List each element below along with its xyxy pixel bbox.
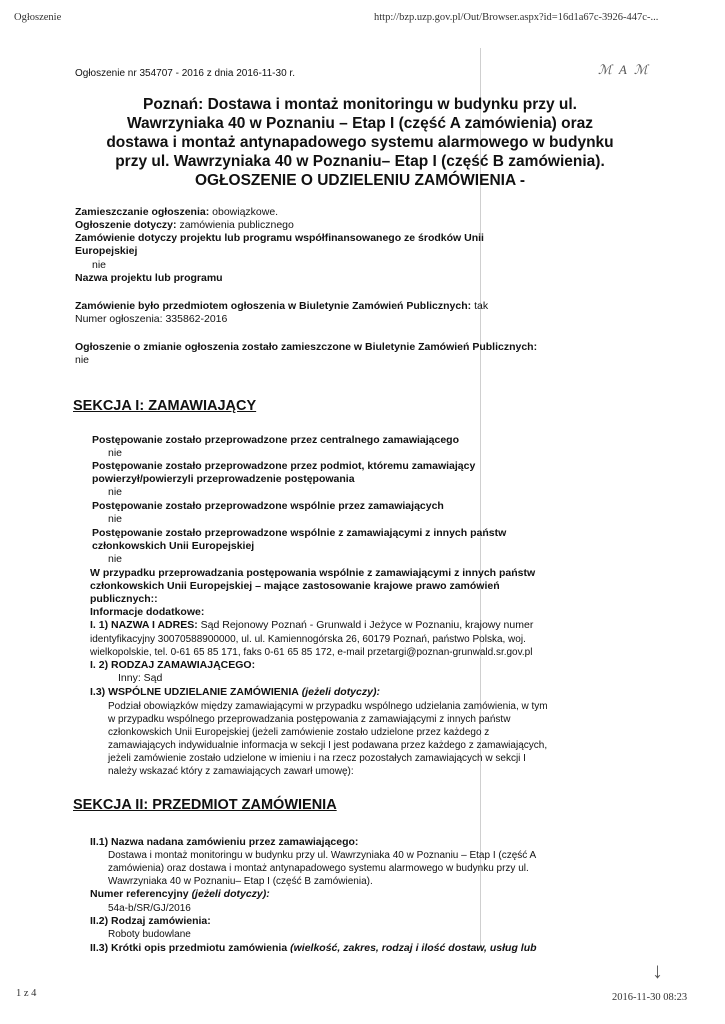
handwritten-marks: ℳ A ℳ [598, 62, 650, 77]
signature-mark: ↓ [652, 958, 663, 983]
project-name-label: Nazwa projektu lub programu [75, 272, 223, 284]
eu-joint-answer: nie [108, 553, 123, 565]
change-notice-label: Ogłoszenie o zmianie ogłoszenia zostało zamieszczone w Biuletynie Zamówień Publicznych: [75, 341, 538, 353]
contract-name-label: II.1) Nazwa nadana zamówieniu przez zamawiającego: [90, 836, 359, 848]
published-value: tak [474, 300, 489, 312]
page-counter: 1 z 4 [16, 988, 37, 999]
applicable-law-question-cont: członkowskich Unii Europejskiej – mające zastosowanie krajowe prawo zamówień [90, 580, 500, 592]
joint-award-text: jeżeli zamówienie zostało udzielone w imieniu i na rzecz pozostałych zamawiających w sekcji I [108, 753, 526, 764]
print-header-url: http://bzp.uzp.gov.pl/Out/Browser.aspx?id=16d1a67c-3926-447c-... [374, 12, 659, 23]
contract-type-label: II.2) Rodzaj zamówienia: [90, 915, 211, 927]
published-row [75, 300, 488, 314]
reference-number-row [90, 888, 270, 902]
name-address-text: Sąd Rejonowy Poznań - Grunwald i Jeżyce w Poznaniu, krajowy numer [200, 619, 534, 631]
central-buyer-answer: nie [108, 447, 123, 459]
contract-name-text: zamówienia) oraz dostawa i montaż antynapadowego systemu alarmowego w budynku przy ul. [108, 863, 529, 874]
title-line: przy ul. Wawrzyniaka 40 w Poznaniu– Etap I (część B zamówienia). [115, 153, 605, 170]
applicable-law-question: W przypadku przeprowadzania postępowania wspólnie z zamawiającymi z innych państw [90, 567, 536, 579]
joint-award-text: członkowskich Unii Europejskiej (jeżeli zamówienie zostało udzielone przez każdego z [108, 727, 490, 738]
document-title [60, 95, 660, 190]
eu-project-label-cont: Europejskiej [75, 245, 138, 257]
print-header-title: Ogłoszenie [14, 12, 62, 23]
print-timestamp: 2016-11-30 08:23 [612, 992, 688, 1003]
short-description-label: II.3) Krótki opis przedmiotu zamówienia [90, 942, 288, 954]
concerns-label: Ogłoszenie dotyczy: [75, 219, 177, 231]
placement-row [75, 206, 278, 220]
change-notice-value: nie [75, 354, 90, 366]
buyer-type-value: Inny: Sąd [118, 672, 163, 684]
contract-name-text: Dostawa i montaż monitoringu w budynku przy ul. Wawrzyniaka 40 w Poznaniu – Etap I (część A [108, 850, 537, 861]
concerns-row [75, 219, 294, 233]
placement-label: Zamieszczanie ogłoszenia: [75, 206, 210, 218]
joint-award-text: w przypadku wspólnego przeprowadzania postępowania z zamawiającymi z innych państw [108, 714, 511, 725]
joint-award-text: zamawiających indywidualnie informacja w sekcji I jest podawana przez każdego z zamawiających, [108, 740, 548, 751]
reference-number-value: 54a-b/SR/GJ/2016 [108, 903, 191, 914]
section-2-heading: SEKCJA II: PRZEDMIOT ZAMÓWIENIA [73, 797, 337, 813]
concerns-value: zamówienia publicznego [179, 219, 294, 231]
eu-project-value: nie [92, 259, 107, 271]
eu-project-label: Zamówienie dotyczy projektu lub programu współfinansowanego ze środków Unii [75, 232, 484, 244]
buyer-type-label: I. 2) RODZAJ ZAMAWIAJĄCEGO: [90, 659, 256, 671]
placement-value: obowiązkowe. [212, 206, 279, 218]
delegated-question-cont: powierzył/powierzyli przeprowadzenie postępowania [92, 473, 355, 485]
title-line: dostawa i montaż antynapadowego systemu alarmowego w budynku [106, 134, 614, 151]
short-description-hint: (wielkość, zakres, rodzaj i ilość dostaw, usług lub [290, 942, 537, 954]
joint-answer: nie [108, 513, 123, 525]
section-1-heading: SEKCJA I: ZAMAWIAJĄCY [73, 398, 257, 414]
contract-name-text: Wawrzyniaka 40 w Poznaniu– Etap I (część B zamówienia). [108, 876, 373, 887]
eu-joint-question: Postępowanie zostało przeprowadzone wspólnie z zamawiającymi z innych państw [92, 527, 507, 539]
announcement-number: Numer ogłoszenia: 335862-2016 [75, 313, 228, 325]
published-label: Zamówienie było przedmiotem ogłoszenia w Biuletynie Zamówień Publicznych: [75, 300, 472, 312]
reference-if-applicable: (jeżeli dotyczy): [191, 888, 270, 900]
additional-info-label: Informacje dodatkowe: [90, 606, 205, 618]
joint-question: Postępowanie zostało przeprowadzone wspólnie przez zamawiających [92, 500, 444, 512]
name-address-label: I. 1) NAZWA I ADRES: [90, 619, 198, 631]
notice-number: Ogłoszenie nr 354707 - 2016 z dnia 2016-11-30 r. [75, 68, 295, 79]
short-description-row [90, 942, 537, 956]
joint-award-if-applicable: (jeżeli dotyczy): [301, 686, 380, 698]
joint-award-label: I.3) WSPÓLNE UDZIELANIE ZAMÓWIENIA [90, 686, 299, 698]
contract-type-value: Roboty budowlane [108, 929, 191, 940]
delegated-answer: nie [108, 486, 123, 498]
joint-award-row [90, 686, 380, 700]
joint-award-text: Podział obowiązków między zamawiającymi w przypadku wspólnego udzielania zamówienia, w tym [108, 701, 548, 712]
reference-number-label: Numer referencyjny [90, 888, 189, 900]
name-address-row [90, 619, 533, 633]
title-line: OGŁOSZENIE O UDZIELENIU ZAMÓWIENIA - [194, 172, 526, 189]
applicable-law-question-end: publicznych:: [90, 593, 158, 605]
central-buyer-question: Postępowanie zostało przeprowadzone przez centralnego zamawiającego [92, 434, 460, 446]
joint-award-text: należy wskazać który z zamawiających zawarł umowę): [108, 766, 354, 777]
name-address-line: wielkopolskie, tel. 0-61 65 85 171, faks 0-61 65 85 172, e-mail przetargi@poznan-grunwald.sr.gov.pl [90, 647, 533, 658]
title-line: Wawrzyniaka 40 w Poznaniu – Etap I (część A zamówienia) oraz [127, 115, 593, 132]
name-address-line: identyfikacyjny 30070588900000, ul. ul. Kamiennogórska 26, 60179 Poznań, państwo Polska, woj. [90, 634, 526, 645]
eu-joint-question-cont: członkowskich Unii Europejskiej [92, 540, 255, 552]
title-line: Poznań: Dostawa i montaż monitoringu w budynku przy ul. [142, 96, 577, 113]
delegated-question: Postępowanie zostało przeprowadzone przez podmiot, któremu zamawiający [92, 460, 476, 472]
